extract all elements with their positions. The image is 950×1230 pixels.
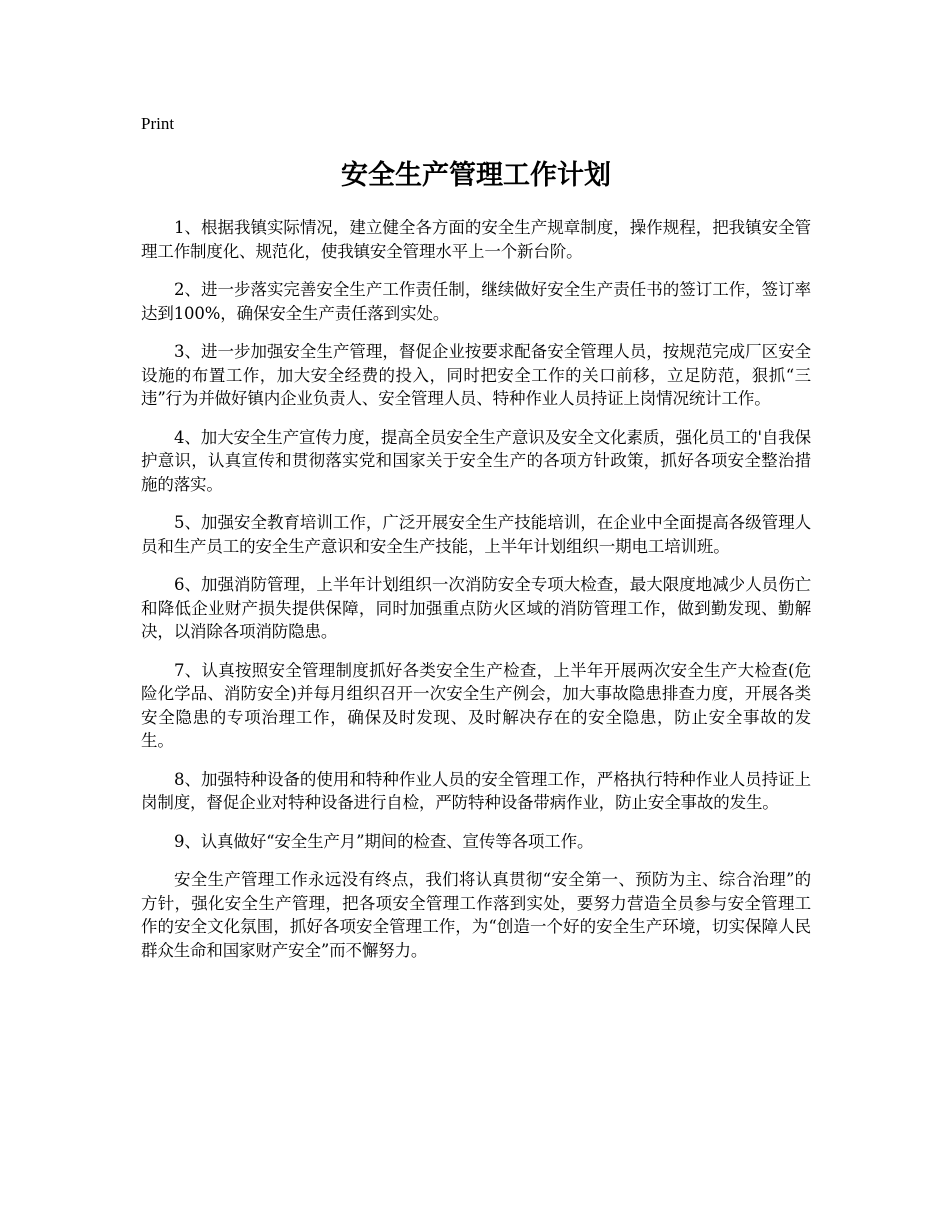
paragraph-1: 1、根据我镇实际情况，建立健全各方面的安全生产规章制度，操作规程，把我镇安全管理工作制度化、规范化，使我镇安全管理水平上一个新台阶。 [141,218,811,261]
paragraph-conclusion: 安全生产管理工作永远没有终点，我们将认真贯彻“安全第一、预防为主、综合治理”的方针，强化安全生产管理，把各项安全管理工作落到实处，要努力营造全员参与安全管理工作的安全文化氛围，抓好各项安全管理工作，为“创造一个好的安全生产环境，切实保障人民群众生命和国家财产安全”而不懈努力。 [141,870,811,960]
paragraph-4: 4、加大安全生产宣传力度，提高全员安全生产意识及安全文化素质，强化员工的'自我保护意识，认真宣传和贯彻落实党和国家关于安全生产的各项方针政策，抓好各项安全整治措施的落实。 [141,427,811,494]
paragraph-6: 6、加强消防管理，上半年计划组织一次消防安全专项大检查，最大限度地减少人员伤亡和降低企业财产损失提供保障，同时加强重点防火区域的消防管理工作，做到勤发现、勤解决，以消除各项消防隐患。 [141,575,811,641]
paragraph-9: 9、认真做好“安全生产月”期间的检查、宣传等各项工作。 [174,831,594,851]
paragraph-8: 8、加强特种设备的使用和特种作业人员的安全管理工作，严格执行特种作业人员持证上岗制度，督促企业对特种设备进行自检，严防特种设备带病作业，防止安全事故的发生。 [141,769,811,812]
paragraph-2: 2、进一步落实完善安全生产工作责任制，继续做好安全生产责任书的签订工作，签订率达到100%，确保安全生产责任落到实处。 [141,280,811,323]
document-page [141,112,811,977]
paragraph-3: 3、进一步加强安全生产管理，督促企业按要求配备安全管理人员，按规范完成厂区安全设施的布置工作，加大安全经费的投入，同时把安全工作的关口前移，立足防范，狠抓“三违”行为并做好镇内企业负责人、安全管理人员、特种作业人员持证上岗情况统计工作。 [141,342,811,408]
paragraph-5: 5、加强安全教育培训工作，广泛开展安全生产技能培训，在企业中全面提高各级管理人员和生产员工的安全生产意识和安全生产技能，上半年计划组织一期电工培训班。 [141,513,811,556]
print-label: Print [141,114,175,133]
paragraph-7: 7、认真按照安全管理制度抓好各类安全生产检查，上半年开展两次安全生产大检查(危险化学品、消防安全)并每月组织召开一次安全生产例会，加大事故隐患排查力度，开展各类安全隐患的专项治理工作，确保及时发现、及时解决存在的安全隐患，防止安全事故的发生。 [141,660,811,750]
document-title: 安全生产管理工作计划 [341,160,611,191]
